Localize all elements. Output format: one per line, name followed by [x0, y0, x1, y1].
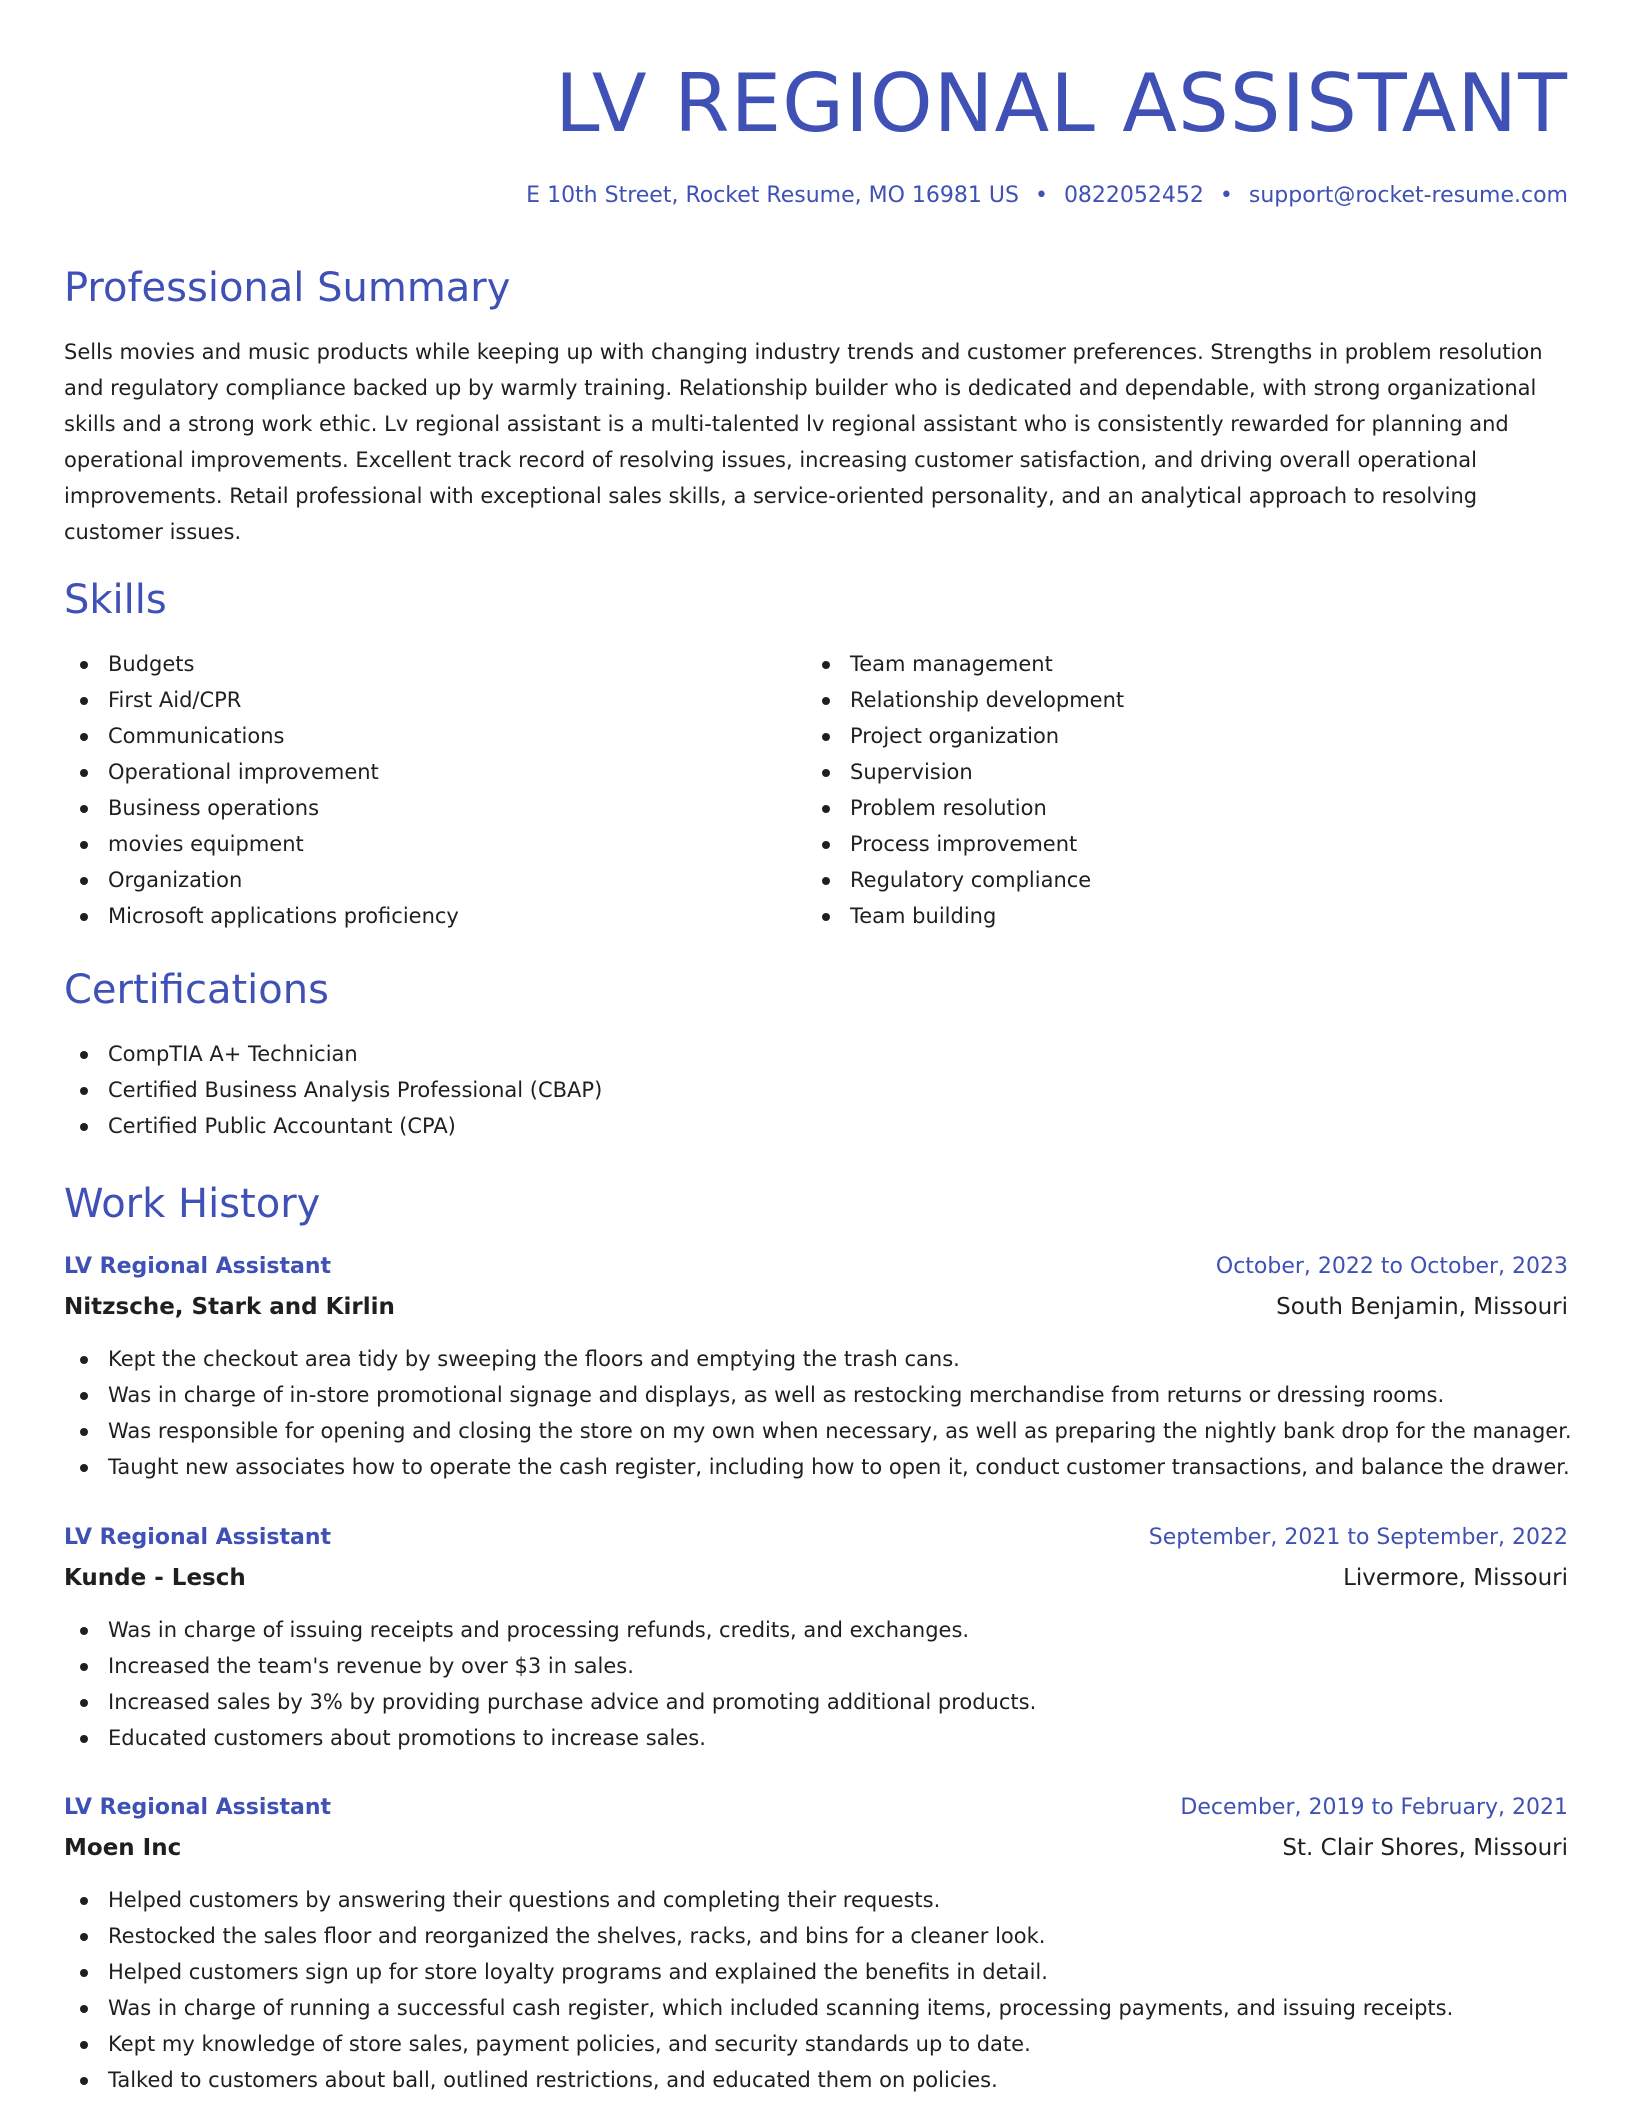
bullet-icon — [80, 661, 88, 669]
bullet-icon — [80, 805, 88, 813]
job-bullet: Was in charge of running a successful cash register, which included scanning items, processing payments, and issuing receipts. — [64, 1990, 1453, 2026]
work-history-heading: Work History — [64, 1181, 321, 1227]
bullet-icon — [80, 1933, 88, 1941]
bullet-icon — [80, 1051, 88, 1059]
skill-item: movies equipment — [64, 826, 459, 862]
job-bullet: Talked to customers about ball, outlined restrictions, and educated them on policies. — [64, 2062, 1453, 2098]
bullet-icon — [80, 769, 88, 777]
bullet-icon — [822, 697, 830, 705]
certification-item: CompTIA A+ Technician — [64, 1036, 602, 1072]
skill-item: Regulatory compliance — [806, 862, 1124, 898]
skill-item: Microsoft applications proficiency — [64, 898, 459, 934]
bullet-icon — [80, 2005, 88, 2013]
job-title: LV Regional Assistant — [64, 1795, 332, 1820]
bullet-icon — [80, 2041, 88, 2049]
job-location: St. Clair Shores, Missouri — [1282, 1835, 1568, 1861]
contact-phone: 0822052452 — [1063, 183, 1204, 208]
job-company: Kunde - Lesch — [64, 1565, 246, 1591]
skill-item: Organization — [64, 862, 459, 898]
bullet-icon — [80, 1897, 88, 1905]
certification-item: Certified Public Accountant (CPA) — [64, 1108, 602, 1144]
candidate-name: LV REGIONAL ASSISTANT — [555, 57, 1568, 150]
job-title: LV Regional Assistant — [64, 1254, 332, 1279]
contact-line — [526, 180, 1568, 212]
bullet-icon — [80, 1428, 88, 1436]
skill-item: Business operations — [64, 790, 459, 826]
skills-list-left — [64, 646, 459, 934]
skill-item: Problem resolution — [806, 790, 1124, 826]
certifications-heading: Certifications — [64, 967, 329, 1013]
skills-heading: Skills — [64, 577, 167, 623]
bullet-icon — [822, 805, 830, 813]
bullet-icon — [80, 1464, 88, 1472]
job-bullet: Educated customers about promotions to increase sales. — [64, 1720, 1036, 1756]
bullet-icon — [80, 1735, 88, 1743]
skill-item: Communications — [64, 718, 459, 754]
skill-item: First Aid/CPR — [64, 682, 459, 718]
job-bullet: Was in charge of issuing receipts and processing refunds, credits, and exchanges. — [64, 1612, 1036, 1648]
job-dates: September, 2021 to September, 2022 — [1148, 1525, 1568, 1550]
bullet-icon — [822, 769, 830, 777]
bullet-icon — [80, 1087, 88, 1095]
bullet-icon — [822, 913, 830, 921]
skill-item: Team building — [806, 898, 1124, 934]
job-dates: October, 2022 to October, 2023 — [1215, 1254, 1568, 1279]
bullet-icon — [80, 697, 88, 705]
job-bullet: Helped customers sign up for store loyalty programs and explained the benefits in detail. — [64, 1954, 1453, 1990]
job-dates: December, 2019 to February, 2021 — [1180, 1795, 1568, 1820]
job-bullet: Was responsible for opening and closing the store on my own when necessary, as well as preparing the nightly bank drop for the manager. — [64, 1413, 1572, 1449]
contact-separator: • — [1219, 183, 1233, 208]
skill-item: Project organization — [806, 718, 1124, 754]
job-bullet: Was in charge of in-store promotional signage and displays, as well as restocking merchandise from returns or dressing rooms. — [64, 1377, 1572, 1413]
bullet-icon — [80, 877, 88, 885]
job-bullet: Helped customers by answering their questions and completing their requests. — [64, 1882, 1453, 1918]
skill-item: Operational improvement — [64, 754, 459, 790]
bullet-icon — [822, 733, 830, 741]
bullet-icon — [822, 877, 830, 885]
job-bullet: Increased sales by 3% by providing purchase advice and promoting additional products. — [64, 1684, 1036, 1720]
job-company: Moen Inc — [64, 1835, 182, 1861]
bullet-icon — [80, 1356, 88, 1364]
contact-email[interactable]: support@rocket-resume.com — [1248, 183, 1568, 208]
skill-item: Process improvement — [806, 826, 1124, 862]
certifications-list — [64, 1036, 602, 1144]
job-bullets — [64, 1612, 1036, 1756]
contact-separator: • — [1034, 183, 1048, 208]
job-company: Nitzsche, Stark and Kirlin — [64, 1294, 395, 1320]
bullet-icon — [80, 1627, 88, 1635]
skill-item: Team management — [806, 646, 1124, 682]
job-bullet: Kept my knowledge of store sales, payment policies, and security standards up to date. — [64, 2026, 1453, 2062]
job-location: Livermore, Missouri — [1343, 1565, 1568, 1591]
bullet-icon — [80, 733, 88, 741]
job-bullet: Taught new associates how to operate the cash register, including how to open it, conduct customer transactions, and balance the drawer. — [64, 1449, 1572, 1485]
certification-item: Certified Business Analysis Professional (CBAP) — [64, 1072, 602, 1108]
job-bullets — [64, 1882, 1453, 2098]
job-bullets — [64, 1341, 1572, 1485]
bullet-icon — [80, 1969, 88, 1977]
bullet-icon — [80, 2077, 88, 2085]
bullet-icon — [80, 1392, 88, 1400]
skill-item: Relationship development — [806, 682, 1124, 718]
bullet-icon — [822, 841, 830, 849]
bullet-icon — [80, 1123, 88, 1131]
bullet-icon — [80, 1663, 88, 1671]
summary-text: Sells movies and music products while keeping up with changing industry trends and customer preferences. Strengths in problem resolution and regulatory compliance backed up by warmly training. Relationship builder who is dedicated and dependable, with strong organizational skills and a strong work ethic. Lv regional assistant is a multi-talented lv regional assistant who is consistently rewarded for planning and operational improvements. Excellent track record of resolving issues, increasing customer satisfaction, and driving overall operational improvements. Retail professional with exceptional sales skills, a service-oriented personality, and an analytical approach to resolving customer issues. — [64, 340, 1543, 544]
bullet-icon — [80, 841, 88, 849]
job-location: South Benjamin, Missouri — [1276, 1294, 1568, 1320]
skills-list-right — [806, 646, 1124, 934]
contact-address: E 10th Street, Rocket Resume, MO 16981 US — [526, 183, 1019, 208]
job-bullet: Increased the team's revenue by over $3 in sales. — [64, 1648, 1036, 1684]
summary-heading: Professional Summary — [64, 265, 511, 311]
bullet-icon — [80, 1699, 88, 1707]
skill-item: Supervision — [806, 754, 1124, 790]
skill-item: Budgets — [64, 646, 459, 682]
job-title: LV Regional Assistant — [64, 1525, 332, 1550]
job-bullet: Kept the checkout area tidy by sweeping the floors and emptying the trash cans. — [64, 1341, 1572, 1377]
job-bullet: Restocked the sales floor and reorganized the shelves, racks, and bins for a cleaner look. — [64, 1918, 1453, 1954]
bullet-icon — [822, 661, 830, 669]
bullet-icon — [80, 913, 88, 921]
